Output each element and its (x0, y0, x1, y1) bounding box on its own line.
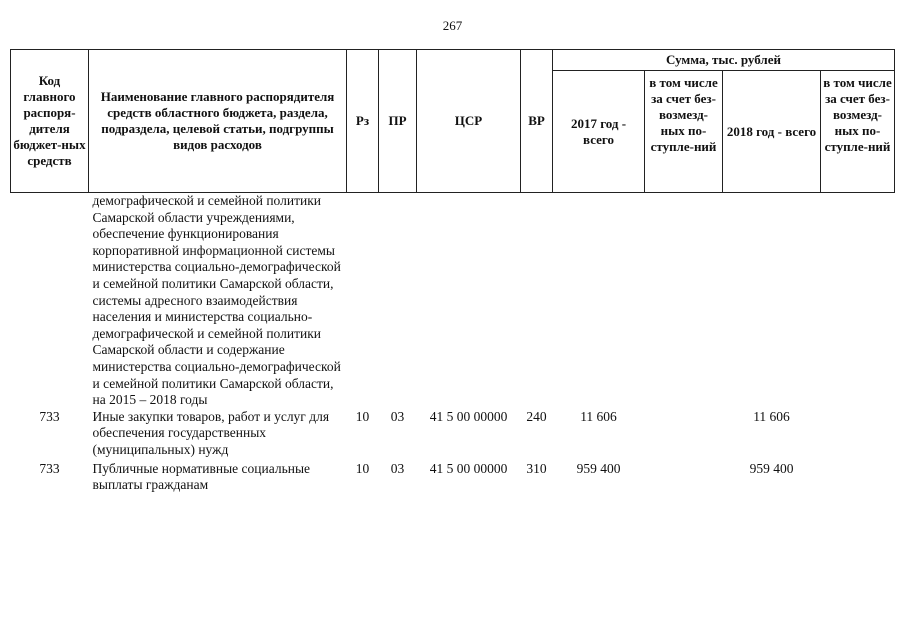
table-header (11, 50, 895, 193)
cell-code: 733 (39, 408, 60, 424)
cell-incl-2017 (645, 193, 723, 409)
table-body (11, 193, 895, 494)
cell-code: 733 (39, 460, 60, 476)
header-rz: Рз (347, 50, 379, 193)
cell-total-2018 (723, 193, 821, 409)
cell-name: Публичные нормативные социальные выплаты гражданам (92, 460, 311, 493)
header-incl-2018: в том числе за счет без-возмезд-ных по-ступле-ний (821, 71, 895, 193)
cell-incl-2018 (821, 409, 895, 459)
cell-rz (347, 193, 379, 409)
cell-csr: 41 5 00 00000 (429, 460, 508, 476)
header-name: Наименование главного распорядителя средств областного бюджета, раздела, подраздела, целевой статьи, подгруппы видов расходов (89, 50, 347, 193)
cell-pr (379, 193, 417, 409)
table-row (11, 193, 895, 409)
header-total-2018: 2018 год - всего (723, 71, 821, 193)
cell-pr: 03 (390, 460, 405, 476)
cell-total-2018: 11 606 (753, 408, 790, 424)
cell-rz: 10 (355, 460, 370, 476)
header-csr: ЦСР (417, 50, 521, 193)
header-pr: ПР (379, 50, 417, 193)
cell-incl-2017 (645, 409, 723, 459)
cell-name: Иные закупки товаров, работ и услуг для обеспечения государственных (муниципальных) нужд (92, 408, 330, 457)
header-vr: ВР (521, 50, 553, 193)
cell-name: демографической и семейной политики Самарской области учреждениями, обеспечение функционирования корпоративной информационной системы министерства социально-демографической и семейной политики Самарской области, системы адресного взаимодействия населения и министерства социально-демографической и семейной политики Самарской области и содержание министерства социально-демографической и семейной политики Самарской области, на 2015 – 2018 годы (92, 193, 341, 408)
header-sum-group: Сумма, тыс. рублей (553, 50, 895, 71)
header-total-2017: 2017 год - всего (553, 71, 645, 193)
header-code: Код главного распоря-дителя бюджет-ных средств (11, 50, 89, 193)
cell-pr: 03 (390, 408, 405, 424)
cell-incl-2018 (821, 459, 895, 494)
cell-total-2018: 959 400 (749, 460, 794, 476)
cell-vr: 240 (526, 408, 547, 424)
cell-code (11, 193, 89, 409)
header-incl-2017: в том числе за счет без-возмезд-ных по-ступле-ний (645, 71, 723, 193)
cell-csr: 41 5 00 00000 (429, 408, 508, 424)
table-row (11, 459, 895, 494)
cell-total-2017 (553, 193, 645, 409)
cell-incl-2018 (821, 193, 895, 409)
budget-table (10, 49, 895, 494)
cell-rz: 10 (355, 408, 370, 424)
page-number: 267 (442, 18, 463, 33)
cell-incl-2017 (645, 459, 723, 494)
cell-vr: 310 (526, 460, 547, 476)
table-row (11, 409, 895, 459)
cell-total-2017: 11 606 (580, 408, 617, 424)
cell-csr (417, 193, 521, 409)
cell-total-2017: 959 400 (576, 460, 621, 476)
cell-vr (521, 193, 553, 409)
